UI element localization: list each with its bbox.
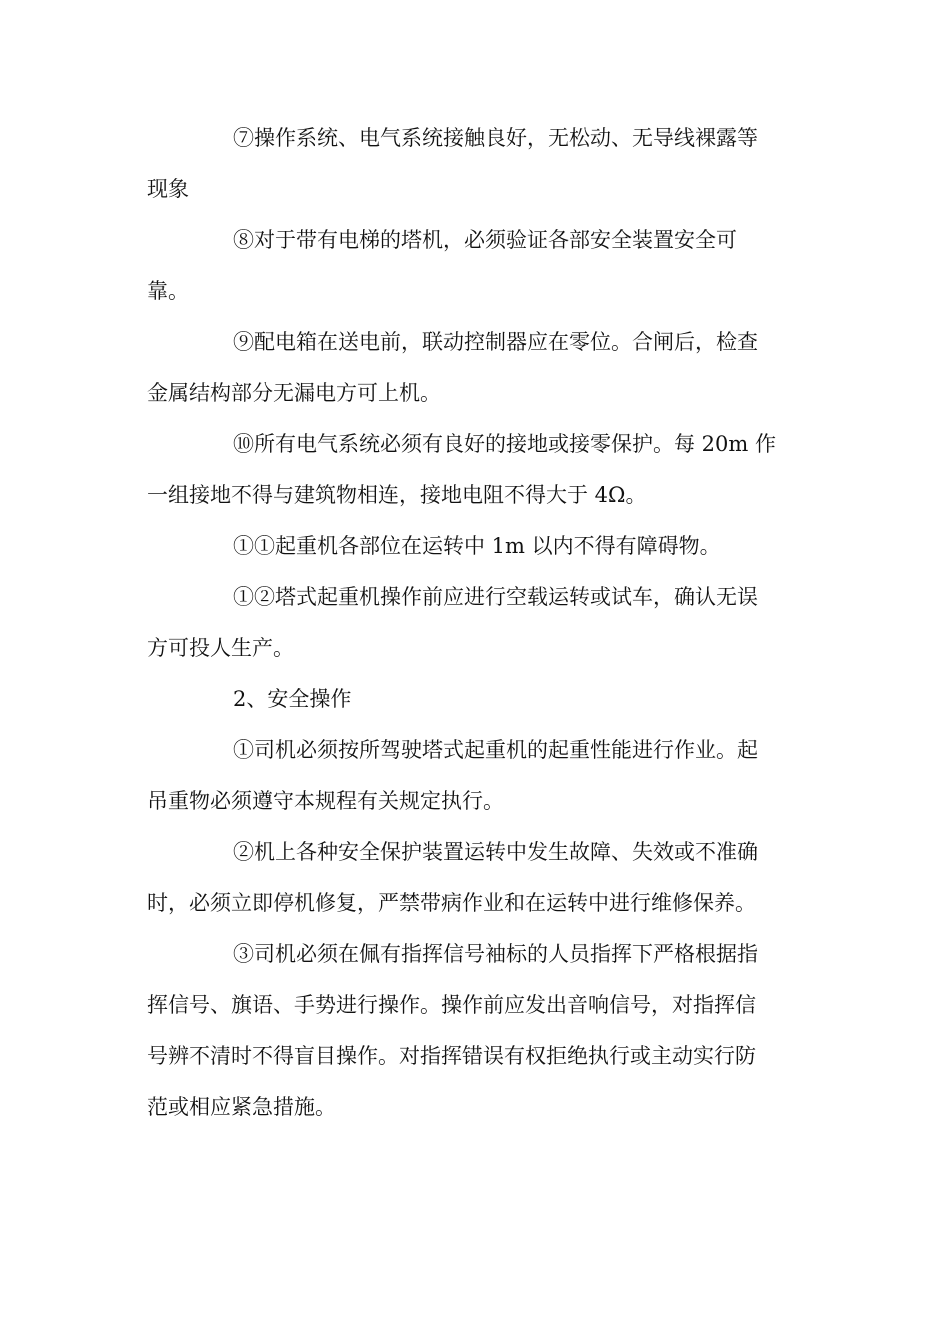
heading-text: 2、安全操作: [233, 687, 352, 711]
text-line: ③司机必须在佩有指挥信号袖标的人员指挥下严格根据指: [233, 942, 758, 966]
text-line: 时，必须立即停机修复，严禁带病作业和在运转中进行维修保养。: [147, 891, 756, 915]
text-line: 号辨不清时不得盲目操作。对指挥错误有权拒绝执行或主动实行防: [147, 1044, 756, 1068]
paragraph-item-11: [147, 521, 797, 572]
paragraph-item-10: [147, 419, 797, 521]
text-line: ⑨配电箱在送电前，联动控制器应在零位。合闸后，检查: [233, 330, 758, 354]
text-line: 方可投人生产。: [147, 636, 294, 660]
text-line: 现象: [147, 177, 189, 201]
section-heading-safe-operation: [147, 674, 797, 725]
text-line: ①①起重机各部位在运转中 1m 以内不得有障碍物。: [233, 534, 721, 558]
text-line: ①司机必须按所驾驶塔式起重机的起重性能进行作业。起: [233, 738, 758, 762]
paragraph-op-1: [147, 725, 797, 827]
text-line: ①②塔式起重机操作前应进行空载运转或试车，确认无误: [233, 585, 758, 609]
text-line: 金属结构部分无漏电方可上机。: [147, 381, 441, 405]
paragraph-op-3: [147, 929, 797, 1133]
text-line: ②机上各种安全保护装置运转中发生故障、失效或不准确: [233, 840, 758, 864]
text-line: 挥信号、旗语、手势进行操作。操作前应发出音响信号，对指挥信: [147, 993, 756, 1017]
paragraph-item-7: [147, 113, 797, 215]
paragraph-op-2: [147, 827, 797, 929]
text-line: 靠。: [147, 279, 189, 303]
text-line: 范或相应紧急措施。: [147, 1095, 336, 1119]
text-line: ⑧对于带有电梯的塔机，必须验证各部安全装置安全可: [233, 228, 737, 252]
paragraph-item-9: [147, 317, 797, 419]
text-line: 吊重物必须遵守本规程有关规定执行。: [147, 789, 504, 813]
paragraph-item-8: [147, 215, 797, 317]
text-line: 一组接地不得与建筑物相连，接地电阻不得大于 4Ω。: [147, 483, 647, 507]
document-body: [147, 113, 797, 1133]
text-line: ⑩所有电气系统必须有良好的接地或接零保护。每 20m 作: [233, 432, 776, 456]
text-line: ⑦操作系统、电气系统接触良好，无松动、无导线裸露等: [233, 126, 758, 150]
paragraph-item-12: [147, 572, 797, 674]
